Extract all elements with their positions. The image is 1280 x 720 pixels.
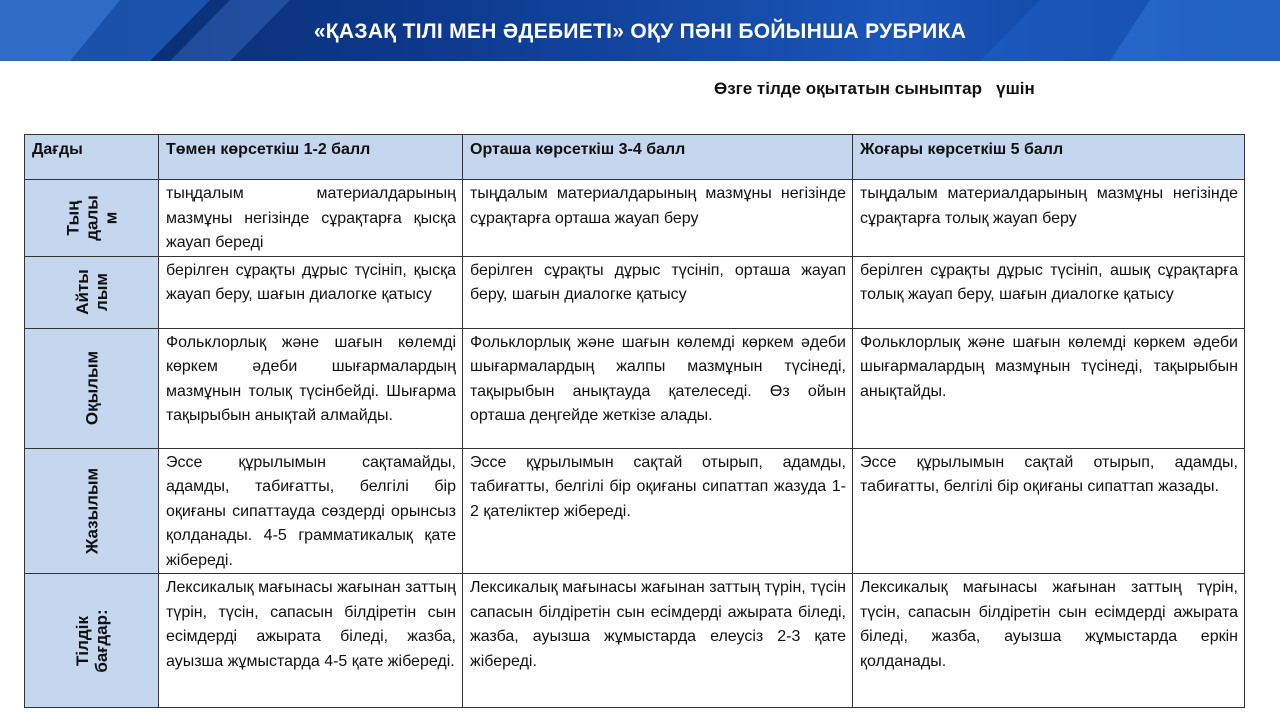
table-row (25, 180, 1245, 257)
mid-descriptor: тыңдалым материалдарының мазмұны негізінде сұрақтарға орташа жауап беру (463, 180, 853, 257)
skill-cell-writing (25, 448, 159, 574)
page-title: «ҚАЗАҚ ТІЛІ МЕН ӘДЕБИЕТІ» ОҚУ ПӘНІ БОЙЫНША РУБРИКА (313, 20, 967, 43)
table-row (25, 328, 1245, 448)
high-descriptor: Лексикалық мағынасы жағынан заттың түрін, түсін, сапасын білдіретін сын есімдерді ажырата біледі, жазба, ауызша жұмыстарда еркін қолданады. (853, 574, 1245, 708)
header-banner (0, 0, 1280, 61)
skill-cell-reading (25, 328, 159, 448)
low-descriptor: Эссе құрылымын сақтамайды, адамды, табиғатты, белгілі бір оқиғаны сипаттауда сөздерді орынсыз қолданады. 4-5 грамматикалық қате жібереді. (159, 448, 463, 574)
skill-label: Оқылым (82, 350, 101, 426)
table-row (25, 448, 1245, 574)
mid-descriptor: Лексикалық мағынасы жағынан заттың түрін, түсін сапасын білдіретін сын есімдерді ажырата біледі, жазба, ауызша жұмыстарда елеусіз 2-3 қате жібереді. (463, 574, 853, 708)
skill-cell-listening (25, 180, 159, 257)
skill-cell-speaking (25, 256, 159, 328)
rubric-table (24, 134, 1245, 708)
skill-cell-language (25, 574, 159, 708)
skill-label: Тілдік бағдар: (72, 608, 111, 673)
column-header-low: Төмен көрсеткіш 1-2 балл (159, 135, 463, 180)
subtitle: Өзге тілде оқытатын сыныптар үшін (714, 79, 1035, 98)
low-descriptor: Фольклорлық және шағын көлемді көркем әдеби шығармалардың мазмұнын толық түсінбейді. Шығарма тақырыбын анықтай алмайды. (159, 328, 463, 448)
mid-descriptor: Эссе құрылымын сақтай отырып, адамды, табиғатты, белгілі бір оқиғаны сипаттап жазуда 1-2 қателіктер жібереді. (463, 448, 853, 574)
skill-label: Айты лым (72, 269, 111, 315)
high-descriptor: Фольклорлық және шағын көлемді көркем әдеби шығармалардың мазмұнын түсінеді, тақырыбын анықтайды. (853, 328, 1245, 448)
low-descriptor: берілген сұрақты дұрыс түсініп, қысқа жауап беру, шағын диалогке қатысу (159, 256, 463, 328)
mid-descriptor: Фольклорлық және шағын көлемді көркем әдеби шығармалардың жалпы мазмұнын түсінеді, тақырыбын анықтауда қателеседі. Өз ойын орташа деңгейде жеткізе алады. (463, 328, 853, 448)
column-header-mid: Орташа көрсеткіш 3-4 балл (463, 135, 853, 180)
high-descriptor: берілген сұрақты дұрыс түсініп, ашық сұрақтарға толық жауап беру, шағын диалогке қатысу (853, 256, 1245, 328)
skill-label: Тың далы м (63, 194, 120, 241)
table-row (25, 256, 1245, 328)
column-header-skill: Дағды (25, 135, 159, 180)
mid-descriptor: берілген сұрақты дұрыс түсініп, орташа жауап беру, шағын диалогке қатысу (463, 256, 853, 328)
high-descriptor: Эссе құрылымын сақтай отырып, адамды, табиғатты, белгілі бір оқиғаны сипаттап жазады. (853, 448, 1245, 574)
table-row (25, 574, 1245, 708)
table-header-row (25, 135, 1245, 180)
column-header-high: Жоғары көрсеткіш 5 балл (853, 135, 1245, 180)
low-descriptor: Лексикалық мағынасы жағынан заттың түрін, түсін, сапасын білдіретін сын есімдерді ажырата біледі, жазба, ауызша жұмыстарда 4-5 қате жібереді. (159, 574, 463, 708)
skill-label: Жазылым (82, 467, 101, 554)
low-descriptor: тыңдалым материалдарының мазмұны негізінде сұрақтарға қысқа жауап береді (159, 180, 463, 257)
high-descriptor: тыңдалым материалдарының мазмұны негізінде сұрақтарға толық жауап беру (853, 180, 1245, 257)
